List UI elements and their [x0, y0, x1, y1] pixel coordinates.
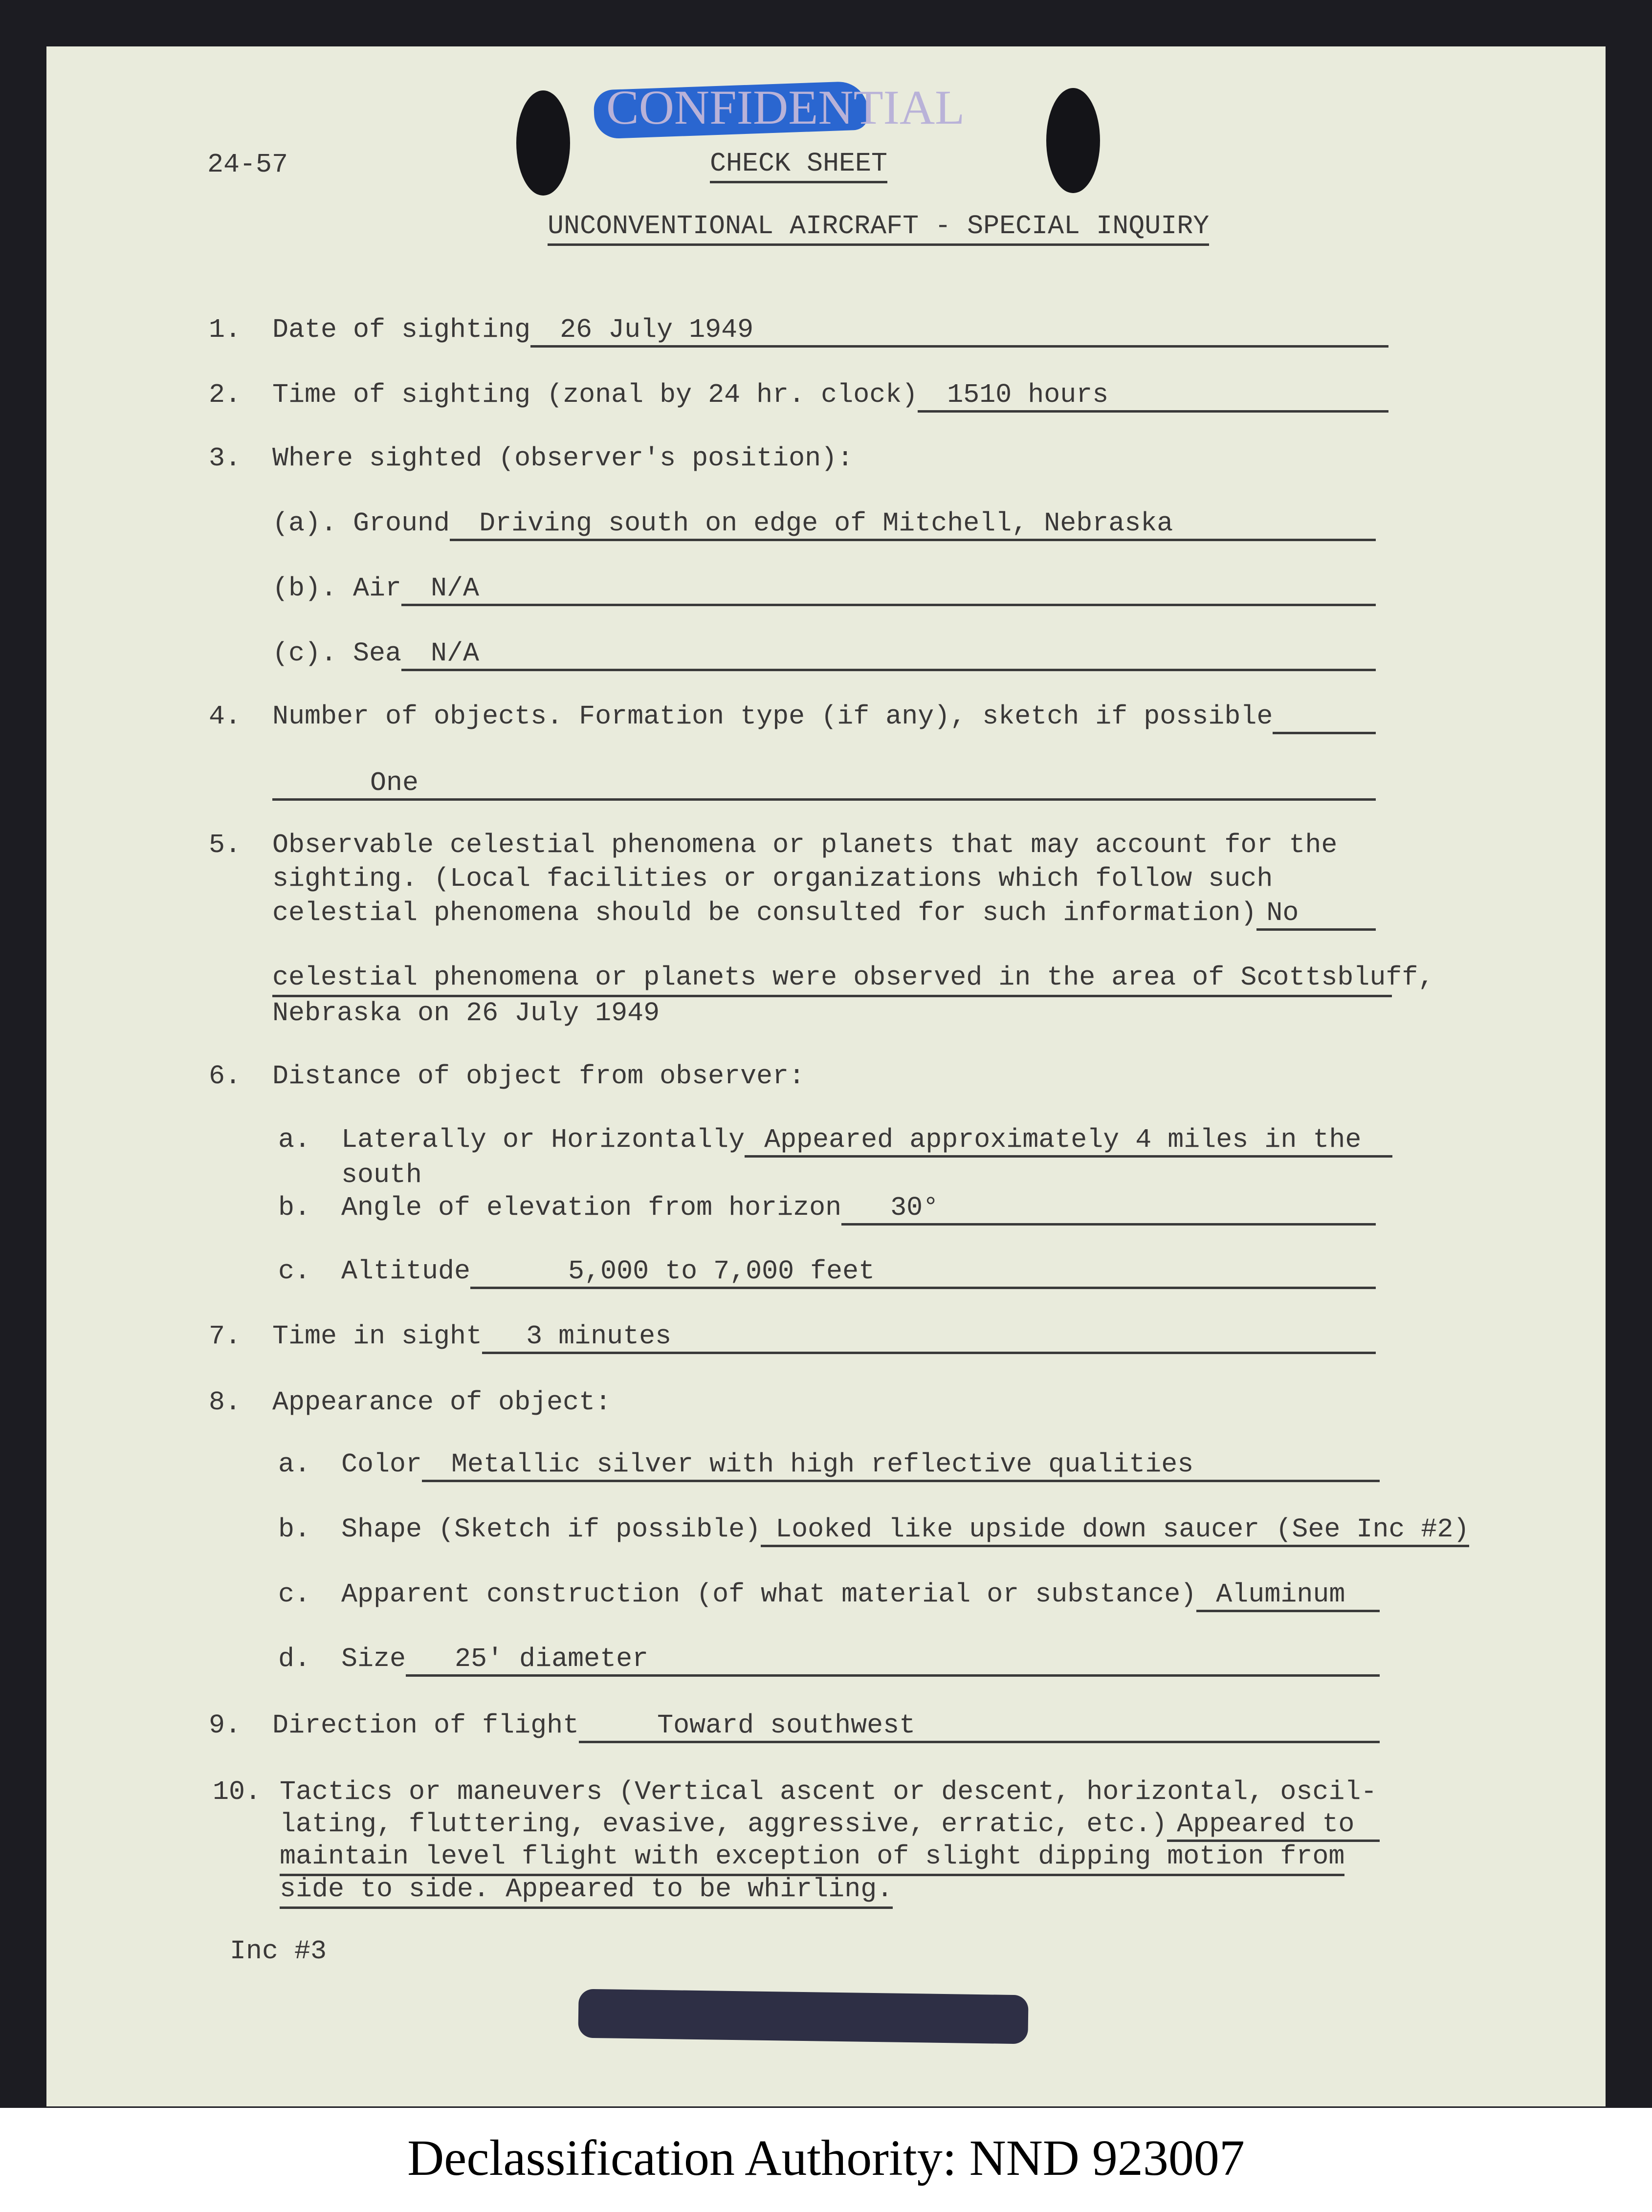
field-value: maintain level flight with exception of slight dipping motion from [280, 1840, 1344, 1876]
field-label: (a). Ground [272, 508, 450, 539]
field-label: Where sighted (observer's position): [272, 443, 854, 474]
field-label: Color [341, 1449, 422, 1480]
field-sea [272, 636, 1376, 671]
field-label: Shape (Sketch if possible) [341, 1514, 761, 1545]
field-value: Aluminum [1196, 1577, 1380, 1612]
field-time-in-sight [272, 1319, 1376, 1354]
field-value: Appeared to [1167, 1807, 1380, 1842]
field-direction [272, 1708, 1380, 1743]
field-value: 25' diameter [406, 1642, 1380, 1677]
item-number: 4. [209, 701, 242, 732]
field-size [341, 1642, 1380, 1677]
field-value: One [272, 766, 1376, 801]
item-number: 6. [209, 1061, 242, 1092]
field-value: 1510 hours [918, 378, 1388, 413]
item-number: 10. [213, 1776, 262, 1807]
field-value: Metallic silver with high reflective qualities [422, 1447, 1380, 1482]
item-letter: a. [278, 1124, 311, 1155]
field-ground [272, 506, 1376, 541]
field-air [272, 571, 1376, 606]
field-date [272, 313, 1388, 348]
field-line [1273, 700, 1376, 734]
field-label: Size [341, 1643, 406, 1674]
field-color [341, 1447, 1380, 1482]
field-value: Driving south on edge of Mitchell, Nebraska [450, 506, 1376, 541]
inclosure-label: Inc #3 [230, 1936, 327, 1967]
field-value: celestial phenomena or planets were observed in the area of Scottsbluff, [272, 961, 1392, 997]
field-altitude [341, 1254, 1376, 1289]
field-time [272, 378, 1388, 413]
field-label: Direction of flight [272, 1710, 579, 1741]
field-label: Time in sight [272, 1321, 483, 1352]
redaction-bar [578, 1989, 1028, 2044]
field-label: Distance of object from observer: [272, 1061, 805, 1092]
field-label: Date of sighting [272, 314, 531, 345]
item-letter: b. [278, 1192, 311, 1223]
item-number: 7. [209, 1321, 242, 1352]
page-subtitle: UNCONVENTIONAL AIRCRAFT - SPECIAL INQUIRY [548, 209, 1209, 246]
field-number-objects-answer [272, 766, 1376, 801]
punch-hole [1046, 88, 1100, 193]
item-letter: c. [278, 1256, 311, 1287]
field-label: sighting. (Local facilities or organizations which follow such [272, 863, 1273, 894]
item-number: 5. [209, 830, 242, 860]
field-label: Angle of elevation from horizon [341, 1192, 842, 1223]
field-label: (b). Air [272, 573, 402, 604]
field-number-objects [272, 700, 1376, 734]
item-letter: d. [278, 1643, 311, 1674]
field-value: 3 minutes [482, 1319, 1376, 1354]
item-letter: b. [278, 1514, 311, 1545]
field-label: Altitude [341, 1256, 471, 1287]
item-number: 1. [209, 314, 242, 345]
item-number: 8. [209, 1387, 242, 1418]
field-value: 30° [841, 1191, 1376, 1226]
field-label: (c). Sea [272, 638, 402, 669]
field-value: Toward southwest [579, 1708, 1380, 1743]
confidential-stamp: CONFIDENTIAL [606, 80, 965, 134]
field-value: Looked like upside down saucer (See Inc #2) [761, 1512, 1469, 1547]
field-label: Number of objects. Formation type (if any), sketch if possible [272, 701, 1273, 732]
field-value: side to side. Appeared to be whirling. [280, 1872, 893, 1909]
field-label: celestial phenomena should be consulted for such information) [272, 898, 1257, 928]
field-label: Apparent construction (of what material or substance) [341, 1579, 1197, 1610]
field-lateral-distance [341, 1123, 1392, 1158]
field-label: Time of sighting (zonal by 24 hr. clock) [272, 379, 918, 410]
punch-hole [516, 90, 570, 196]
item-number: 3. [209, 443, 242, 474]
page-title: CHECK SHEET [710, 147, 887, 183]
field-value: No [1256, 896, 1376, 931]
field-label: Laterally or Horizontally [341, 1124, 745, 1155]
field-celestial [272, 896, 1376, 931]
declassification-caption: Declassification Authority: NND 923007 [407, 2130, 1245, 2186]
field-elevation [341, 1191, 1376, 1226]
field-value: N/A [401, 636, 1376, 671]
field-value: 5,000 to 7,000 feet [470, 1254, 1376, 1289]
item-number: 9. [209, 1710, 242, 1741]
item-letter: c. [278, 1579, 311, 1610]
item-number: 2. [209, 379, 242, 410]
field-construction [341, 1577, 1380, 1612]
field-value: 26 July 1949 [530, 313, 1388, 348]
field-value: Nebraska on 26 July 1949 [272, 998, 660, 1029]
field-label: Observable celestial phenomena or planets that may account for the [272, 830, 1338, 860]
field-shape [341, 1512, 1470, 1547]
field-label: Tactics or maneuvers (Vertical ascent or descent, horizontal, oscil- [280, 1776, 1377, 1807]
field-value: south [341, 1160, 422, 1190]
field-value: Appeared approximately 4 miles in the [745, 1123, 1392, 1158]
field-label: Appearance of object: [272, 1387, 612, 1418]
field-value: N/A [401, 571, 1376, 606]
field-tactics [280, 1807, 1380, 1842]
item-letter: a. [278, 1449, 311, 1480]
field-label: lating, fluttering, evasive, aggressive, erratic, etc.) [280, 1809, 1167, 1840]
document-number: 24-57 [207, 149, 288, 180]
